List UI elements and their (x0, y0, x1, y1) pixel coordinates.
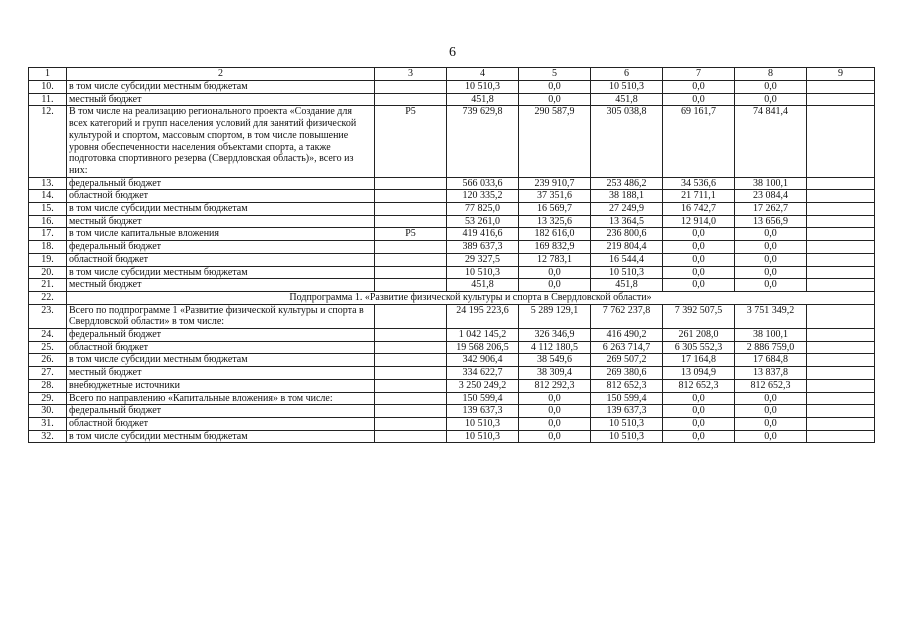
row-number: 19. (29, 253, 67, 266)
row-number: 13. (29, 177, 67, 190)
value-cell: 812 652,3 (663, 379, 735, 392)
row-number: 22. (29, 291, 67, 304)
value-cell: 169 832,9 (519, 241, 591, 254)
value-cell: 342 906,4 (447, 354, 519, 367)
row-number: 31. (29, 417, 67, 430)
table-row (29, 241, 875, 254)
row-number: 12. (29, 106, 67, 177)
value-cell: 0,0 (519, 81, 591, 94)
row-description: областной бюджет (67, 253, 375, 266)
value-cell: 0,0 (735, 417, 807, 430)
value-cell: 10 510,3 (591, 430, 663, 443)
value-cell: 6 263 714,7 (591, 341, 663, 354)
value-cell (807, 430, 875, 443)
row-number: 32. (29, 430, 67, 443)
value-cell: 34 536,6 (663, 177, 735, 190)
header-cell: 1 (29, 68, 67, 81)
value-cell: 1 042 145,2 (447, 329, 519, 342)
value-cell: 305 038,8 (591, 106, 663, 177)
table-row (29, 367, 875, 380)
value-cell: 0,0 (735, 430, 807, 443)
header-row (29, 68, 875, 81)
row-description: В том числе на реализацию регионального проекта «Создание для всех категорий и групп населения условий для занятий физической культурой и спортом, массовым спортом, в том числе повышение уровня обеспеченности населения объектами спорта, а также подготовка спортивного резерва (Свердловская область)», всего из них: (67, 106, 375, 177)
row-code (375, 203, 447, 216)
value-cell: 0,0 (663, 93, 735, 106)
value-cell: 10 510,3 (447, 266, 519, 279)
table-row (29, 341, 875, 354)
value-cell: 10 510,3 (447, 430, 519, 443)
value-cell: 10 510,3 (591, 417, 663, 430)
value-cell: 0,0 (519, 417, 591, 430)
row-code (375, 253, 447, 266)
value-cell (807, 228, 875, 241)
value-cell: 0,0 (519, 405, 591, 418)
value-cell (807, 392, 875, 405)
row-number: 15. (29, 203, 67, 216)
value-cell: 150 599,4 (591, 392, 663, 405)
row-code (375, 392, 447, 405)
row-number: 26. (29, 354, 67, 367)
row-description: в том числе субсидии местным бюджетам (67, 266, 375, 279)
row-code (375, 354, 447, 367)
value-cell (807, 177, 875, 190)
value-cell: 566 033,6 (447, 177, 519, 190)
row-description: Всего по направлению «Капитальные вложения» в том числе: (67, 392, 375, 405)
row-code: Р5 (375, 228, 447, 241)
table-row (29, 81, 875, 94)
value-cell: 139 637,3 (447, 405, 519, 418)
value-cell: 38 549,6 (519, 354, 591, 367)
value-cell: 21 711,1 (663, 190, 735, 203)
row-number: 10. (29, 81, 67, 94)
value-cell (807, 266, 875, 279)
row-number: 17. (29, 228, 67, 241)
value-cell: 2 886 759,0 (735, 341, 807, 354)
value-cell: 0,0 (735, 392, 807, 405)
value-cell: 451,8 (447, 93, 519, 106)
row-code (375, 430, 447, 443)
value-cell: 13 325,6 (519, 215, 591, 228)
value-cell: 0,0 (735, 228, 807, 241)
table-row (29, 215, 875, 228)
value-cell: 10 510,3 (591, 81, 663, 94)
value-cell (807, 329, 875, 342)
row-code (375, 93, 447, 106)
value-cell: 13 837,8 (735, 367, 807, 380)
value-cell: 269 380,6 (591, 367, 663, 380)
row-description: в том числе субсидии местным бюджетам (67, 354, 375, 367)
value-cell: 0,0 (663, 228, 735, 241)
row-number: 14. (29, 190, 67, 203)
row-number: 23. (29, 304, 67, 328)
row-code (375, 190, 447, 203)
value-cell: 0,0 (735, 241, 807, 254)
value-cell: 3 250 249,2 (447, 379, 519, 392)
row-description: в том числе субсидии местным бюджетам (67, 430, 375, 443)
value-cell (807, 81, 875, 94)
value-cell: 0,0 (735, 253, 807, 266)
row-number: 18. (29, 241, 67, 254)
value-cell: 812 652,3 (735, 379, 807, 392)
value-cell: 0,0 (663, 81, 735, 94)
value-cell: 150 599,4 (447, 392, 519, 405)
value-cell: 0,0 (735, 93, 807, 106)
value-cell: 0,0 (519, 279, 591, 292)
value-cell: 0,0 (519, 430, 591, 443)
value-cell: 451,8 (447, 279, 519, 292)
value-cell: 182 616,0 (519, 228, 591, 241)
value-cell: 739 629,8 (447, 106, 519, 177)
value-cell: 334 622,7 (447, 367, 519, 380)
table-row (29, 253, 875, 266)
header-cell: 7 (663, 68, 735, 81)
value-cell: 16 569,7 (519, 203, 591, 216)
value-cell: 38 309,4 (519, 367, 591, 380)
value-cell: 219 804,4 (591, 241, 663, 254)
value-cell (807, 241, 875, 254)
value-cell (807, 405, 875, 418)
header-cell: 6 (591, 68, 663, 81)
value-cell: 0,0 (663, 253, 735, 266)
value-cell: 10 510,3 (447, 81, 519, 94)
value-cell: 23 084,4 (735, 190, 807, 203)
row-description: в том числе субсидии местным бюджетам (67, 203, 375, 216)
value-cell: 812 292,3 (519, 379, 591, 392)
value-cell: 29 327,5 (447, 253, 519, 266)
value-cell: 0,0 (663, 417, 735, 430)
row-code (375, 177, 447, 190)
table-row (29, 430, 875, 443)
value-cell: 12 914,0 (663, 215, 735, 228)
value-cell: 416 490,2 (591, 329, 663, 342)
row-code (375, 81, 447, 94)
row-description: федеральный бюджет (67, 405, 375, 418)
value-cell (807, 203, 875, 216)
value-cell: 53 261,0 (447, 215, 519, 228)
value-cell: 0,0 (735, 279, 807, 292)
row-code (375, 215, 447, 228)
value-cell: 120 335,2 (447, 190, 519, 203)
value-cell: 4 112 180,5 (519, 341, 591, 354)
row-description: федеральный бюджет (67, 241, 375, 254)
value-cell: 10 510,3 (447, 417, 519, 430)
row-description: в том числе капитальные вложения (67, 228, 375, 241)
value-cell (807, 354, 875, 367)
value-cell: 451,8 (591, 279, 663, 292)
value-cell: 0,0 (735, 266, 807, 279)
header-cell: 3 (375, 68, 447, 81)
section-row (29, 291, 875, 304)
value-cell: 13 094,9 (663, 367, 735, 380)
table-row (29, 354, 875, 367)
row-description: федеральный бюджет (67, 177, 375, 190)
table-row (29, 203, 875, 216)
table-row (29, 417, 875, 430)
row-code (375, 367, 447, 380)
row-code (375, 341, 447, 354)
table-row (29, 177, 875, 190)
value-cell: 0,0 (663, 405, 735, 418)
value-cell (807, 190, 875, 203)
value-cell: 269 507,2 (591, 354, 663, 367)
table-row (29, 266, 875, 279)
section-title: Подпрограмма 1. «Развитие физической культуры и спорта в Свердловской области» (67, 291, 875, 304)
value-cell: 17 262,7 (735, 203, 807, 216)
value-cell: 7 762 237,8 (591, 304, 663, 328)
value-cell (807, 253, 875, 266)
value-cell: 3 751 349,2 (735, 304, 807, 328)
value-cell: 0,0 (663, 279, 735, 292)
value-cell: 37 351,6 (519, 190, 591, 203)
value-cell: 0,0 (735, 81, 807, 94)
value-cell: 10 510,3 (591, 266, 663, 279)
value-cell: 16 544,4 (591, 253, 663, 266)
value-cell: 16 742,7 (663, 203, 735, 216)
page-number: 6 (449, 45, 456, 60)
row-number: 21. (29, 279, 67, 292)
value-cell: 253 486,2 (591, 177, 663, 190)
value-cell: 0,0 (663, 430, 735, 443)
row-number: 25. (29, 341, 67, 354)
row-description: местный бюджет (67, 215, 375, 228)
value-cell: 326 346,9 (519, 329, 591, 342)
row-number: 11. (29, 93, 67, 106)
value-cell: 7 392 507,5 (663, 304, 735, 328)
table-row (29, 228, 875, 241)
row-description: областной бюджет (67, 190, 375, 203)
row-code (375, 379, 447, 392)
value-cell: 0,0 (663, 241, 735, 254)
row-description: внебюджетные источники (67, 379, 375, 392)
header-cell: 9 (807, 68, 875, 81)
table-row (29, 392, 875, 405)
budget-table (28, 67, 875, 443)
row-number: 24. (29, 329, 67, 342)
row-description: местный бюджет (67, 367, 375, 380)
row-code (375, 329, 447, 342)
value-cell: 6 305 552,3 (663, 341, 735, 354)
value-cell: 0,0 (735, 405, 807, 418)
value-cell: 290 587,9 (519, 106, 591, 177)
row-number: 29. (29, 392, 67, 405)
row-number: 16. (29, 215, 67, 228)
row-description: Всего по подпрограмме 1 «Развитие физической культуры и спорта в Свердловской области» в том числе: (67, 304, 375, 328)
row-description: местный бюджет (67, 279, 375, 292)
value-cell: 261 208,0 (663, 329, 735, 342)
value-cell: 77 825,0 (447, 203, 519, 216)
value-cell: 17 684,8 (735, 354, 807, 367)
value-cell: 139 637,3 (591, 405, 663, 418)
value-cell: 236 800,6 (591, 228, 663, 241)
value-cell (807, 379, 875, 392)
row-number: 27. (29, 367, 67, 380)
value-cell: 451,8 (591, 93, 663, 106)
table-row (29, 329, 875, 342)
row-code (375, 279, 447, 292)
value-cell: 239 910,7 (519, 177, 591, 190)
row-description: федеральный бюджет (67, 329, 375, 342)
row-description: в том числе субсидии местным бюджетам (67, 81, 375, 94)
row-description: областной бюджет (67, 341, 375, 354)
header-cell: 4 (447, 68, 519, 81)
row-number: 30. (29, 405, 67, 418)
value-cell: 389 637,3 (447, 241, 519, 254)
value-cell (807, 106, 875, 177)
table-row (29, 379, 875, 392)
value-cell (807, 367, 875, 380)
value-cell: 38 100,1 (735, 177, 807, 190)
row-number: 20. (29, 266, 67, 279)
row-code (375, 241, 447, 254)
row-code (375, 304, 447, 328)
value-cell: 0,0 (519, 392, 591, 405)
value-cell: 38 100,1 (735, 329, 807, 342)
value-cell: 17 164,8 (663, 354, 735, 367)
value-cell: 74 841,4 (735, 106, 807, 177)
value-cell (807, 279, 875, 292)
row-code (375, 405, 447, 418)
value-cell (807, 417, 875, 430)
value-cell: 24 195 223,6 (447, 304, 519, 328)
value-cell: 0,0 (663, 266, 735, 279)
value-cell: 0,0 (519, 266, 591, 279)
value-cell: 419 416,6 (447, 228, 519, 241)
row-description: местный бюджет (67, 93, 375, 106)
row-code (375, 417, 447, 430)
table-row (29, 93, 875, 106)
value-cell: 69 161,7 (663, 106, 735, 177)
value-cell: 812 652,3 (591, 379, 663, 392)
header-cell: 8 (735, 68, 807, 81)
value-cell: 19 568 206,5 (447, 341, 519, 354)
value-cell (807, 304, 875, 328)
value-cell: 12 783,1 (519, 253, 591, 266)
table-row (29, 190, 875, 203)
value-cell: 0,0 (519, 93, 591, 106)
table-row (29, 106, 875, 177)
row-code (375, 266, 447, 279)
value-cell: 27 249,9 (591, 203, 663, 216)
value-cell: 13 364,5 (591, 215, 663, 228)
value-cell: 38 188,1 (591, 190, 663, 203)
header-cell: 5 (519, 68, 591, 81)
value-cell: 0,0 (663, 392, 735, 405)
value-cell (807, 93, 875, 106)
header-cell: 2 (67, 68, 375, 81)
value-cell (807, 215, 875, 228)
value-cell: 13 656,9 (735, 215, 807, 228)
row-number: 28. (29, 379, 67, 392)
row-code: Р5 (375, 106, 447, 177)
table-row (29, 279, 875, 292)
value-cell (807, 341, 875, 354)
value-cell: 5 289 129,1 (519, 304, 591, 328)
table-row (29, 304, 875, 328)
row-description: областной бюджет (67, 417, 375, 430)
table-row (29, 405, 875, 418)
